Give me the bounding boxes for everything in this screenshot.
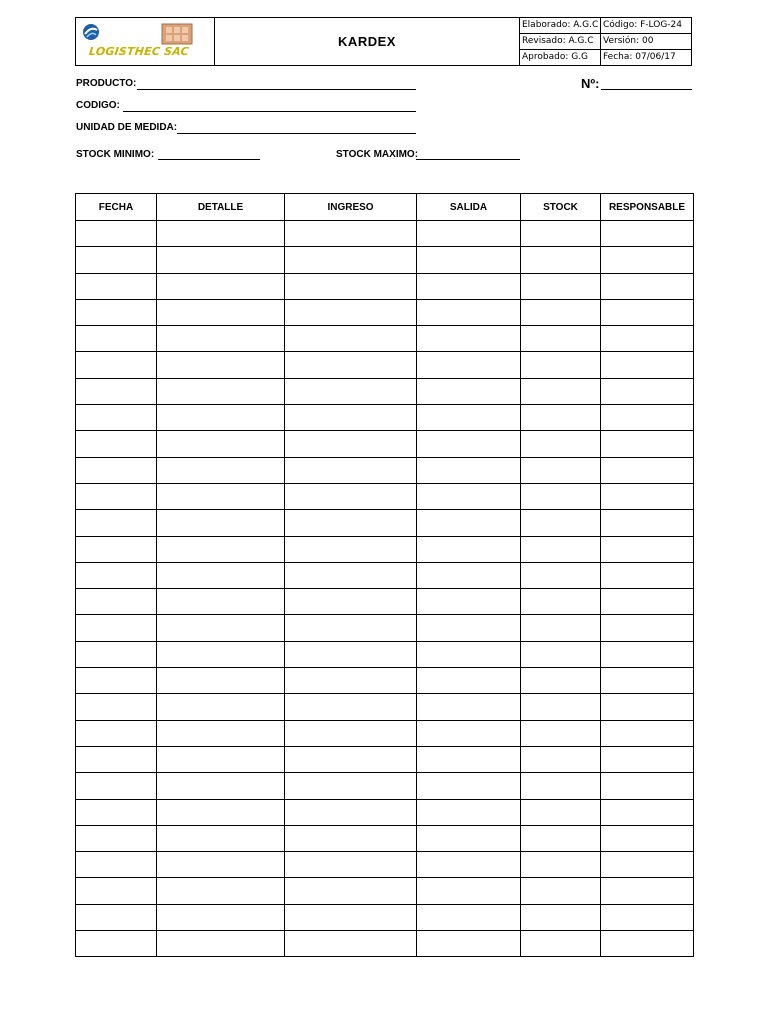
cell-responsable[interactable] [601, 878, 694, 904]
table-row [76, 352, 694, 378]
cell-salida[interactable] [417, 799, 521, 825]
cell-salida[interactable] [417, 510, 521, 536]
cell-salida[interactable] [417, 720, 521, 746]
cell-fecha[interactable] [76, 536, 157, 562]
cell-salida[interactable] [417, 378, 521, 404]
cell-fecha[interactable] [76, 483, 157, 509]
table-row [76, 694, 694, 720]
cell-fecha[interactable] [76, 299, 157, 325]
cell-fecha[interactable] [76, 589, 157, 615]
cell-responsable[interactable] [601, 299, 694, 325]
cell-responsable[interactable] [601, 720, 694, 746]
cell-responsable[interactable] [601, 221, 694, 247]
table-row [76, 378, 694, 404]
cell-salida[interactable] [417, 668, 521, 694]
cell-detalle[interactable] [157, 878, 285, 904]
cell-fecha[interactable] [76, 221, 157, 247]
numero-label: Nº: [581, 76, 600, 91]
column-header-fecha: FECHA [76, 194, 157, 221]
cell-ingreso[interactable] [285, 694, 417, 720]
cell-stock[interactable] [521, 825, 601, 851]
cell-stock[interactable] [521, 405, 601, 431]
producto-input-line[interactable] [137, 89, 416, 90]
table-row [76, 615, 694, 641]
cell-fecha[interactable] [76, 405, 157, 431]
table-row [76, 326, 694, 352]
cell-stock[interactable] [521, 904, 601, 930]
logo-cell [76, 18, 215, 65]
cell-ingreso[interactable] [285, 825, 417, 851]
cell-stock[interactable] [521, 615, 601, 641]
cell-responsable[interactable] [601, 641, 694, 667]
table-row [76, 457, 694, 483]
codigo-text: Código: F-LOG-24 [601, 18, 691, 34]
table-row [76, 931, 694, 957]
table-row [76, 431, 694, 457]
cell-salida[interactable] [417, 615, 521, 641]
cell-ingreso[interactable] [285, 247, 417, 273]
cell-salida[interactable] [417, 852, 521, 878]
cell-responsable[interactable] [601, 247, 694, 273]
cell-detalle[interactable] [157, 799, 285, 825]
cell-stock[interactable] [521, 273, 601, 299]
cell-ingreso[interactable] [285, 536, 417, 562]
cell-ingreso[interactable] [285, 931, 417, 957]
cell-responsable[interactable] [601, 746, 694, 772]
table-row [76, 510, 694, 536]
cell-responsable[interactable] [601, 668, 694, 694]
cell-responsable[interactable] [601, 273, 694, 299]
table-body [76, 221, 694, 957]
cell-fecha[interactable] [76, 431, 157, 457]
cell-responsable[interactable] [601, 352, 694, 378]
cell-ingreso[interactable] [285, 221, 417, 247]
column-header-salida: SALIDA [417, 194, 521, 221]
kardex-table [75, 193, 694, 957]
cell-detalle[interactable] [157, 510, 285, 536]
cell-detalle[interactable] [157, 931, 285, 957]
cell-fecha[interactable] [76, 378, 157, 404]
cell-responsable[interactable] [601, 457, 694, 483]
stock-maximo-input-line[interactable] [416, 159, 520, 160]
cell-fecha[interactable] [76, 773, 157, 799]
revisado-text: Revisado: A.G.C [520, 34, 600, 50]
cell-fecha[interactable] [76, 326, 157, 352]
cell-stock[interactable] [521, 694, 601, 720]
cell-detalle[interactable] [157, 299, 285, 325]
cell-salida[interactable] [417, 247, 521, 273]
cell-ingreso[interactable] [285, 668, 417, 694]
cell-salida[interactable] [417, 773, 521, 799]
cell-ingreso[interactable] [285, 299, 417, 325]
cell-fecha[interactable] [76, 562, 157, 588]
cell-stock[interactable] [521, 562, 601, 588]
cell-fecha[interactable] [76, 720, 157, 746]
company-logo-icon [82, 22, 212, 46]
column-header-ingreso: INGRESO [285, 194, 417, 221]
cell-detalle[interactable] [157, 825, 285, 851]
cell-detalle[interactable] [157, 247, 285, 273]
cell-stock[interactable] [521, 352, 601, 378]
cell-detalle[interactable] [157, 694, 285, 720]
cell-detalle[interactable] [157, 431, 285, 457]
stock-maximo-label: STOCK MAXIMO: [336, 149, 419, 160]
cell-responsable[interactable] [601, 510, 694, 536]
table-header-row [76, 194, 694, 221]
cell-responsable[interactable] [601, 405, 694, 431]
cell-salida[interactable] [417, 352, 521, 378]
cell-salida[interactable] [417, 562, 521, 588]
cell-stock[interactable] [521, 457, 601, 483]
cell-ingreso[interactable] [285, 615, 417, 641]
cell-stock[interactable] [521, 878, 601, 904]
cell-fecha[interactable] [76, 641, 157, 667]
cell-responsable[interactable] [601, 562, 694, 588]
cell-ingreso[interactable] [285, 326, 417, 352]
cell-responsable[interactable] [601, 326, 694, 352]
cell-responsable[interactable] [601, 852, 694, 878]
cell-responsable[interactable] [601, 431, 694, 457]
cell-detalle[interactable] [157, 378, 285, 404]
codigo-input-line[interactable] [123, 111, 416, 112]
stock-minimo-input-line[interactable] [158, 159, 260, 160]
table-row [76, 562, 694, 588]
cell-detalle[interactable] [157, 352, 285, 378]
table-row [76, 483, 694, 509]
table-row [76, 221, 694, 247]
table-row [76, 273, 694, 299]
cell-detalle[interactable] [157, 457, 285, 483]
column-header-stock: STOCK [521, 194, 601, 221]
cell-salida[interactable] [417, 641, 521, 667]
cell-ingreso[interactable] [285, 746, 417, 772]
cell-fecha[interactable] [76, 668, 157, 694]
document-header [75, 17, 692, 66]
cell-stock[interactable] [521, 299, 601, 325]
cell-stock[interactable] [521, 431, 601, 457]
cell-responsable[interactable] [601, 483, 694, 509]
cell-salida[interactable] [417, 536, 521, 562]
cell-detalle[interactable] [157, 405, 285, 431]
cell-stock[interactable] [521, 483, 601, 509]
cell-salida[interactable] [417, 431, 521, 457]
cell-stock[interactable] [521, 510, 601, 536]
unidad-medida-input-line[interactable] [177, 133, 416, 134]
table-row [76, 405, 694, 431]
cell-fecha[interactable] [76, 694, 157, 720]
aprobado-text: Aprobado: G.G [522, 52, 589, 62]
cell-ingreso[interactable] [285, 904, 417, 930]
table-row [76, 641, 694, 667]
cell-detalle[interactable] [157, 536, 285, 562]
cell-ingreso[interactable] [285, 562, 417, 588]
cell-detalle[interactable] [157, 589, 285, 615]
cell-salida[interactable] [417, 746, 521, 772]
cell-ingreso[interactable] [285, 641, 417, 667]
cell-stock[interactable] [521, 641, 601, 667]
cell-stock[interactable] [521, 221, 601, 247]
cell-responsable[interactable] [601, 904, 694, 930]
cell-detalle[interactable] [157, 221, 285, 247]
cell-ingreso[interactable] [285, 510, 417, 536]
cell-fecha[interactable] [76, 615, 157, 641]
cell-stock[interactable] [521, 326, 601, 352]
cell-stock[interactable] [521, 536, 601, 562]
cell-ingreso[interactable] [285, 720, 417, 746]
table-row [76, 668, 694, 694]
table-row [76, 589, 694, 615]
cell-detalle[interactable] [157, 326, 285, 352]
cell-fecha[interactable] [76, 825, 157, 851]
document-title: KARDEX [215, 18, 520, 65]
approval-column [520, 18, 601, 65]
codigo-label: CODIGO: [76, 100, 120, 111]
table-row [76, 825, 694, 851]
cell-responsable[interactable] [601, 799, 694, 825]
cell-stock[interactable] [521, 931, 601, 957]
table-row [76, 746, 694, 772]
cell-ingreso[interactable] [285, 431, 417, 457]
cell-salida[interactable] [417, 273, 521, 299]
cell-salida[interactable] [417, 405, 521, 431]
cell-detalle[interactable] [157, 746, 285, 772]
cell-salida[interactable] [417, 299, 521, 325]
document-info-column [601, 18, 691, 65]
cell-fecha[interactable] [76, 852, 157, 878]
cell-ingreso[interactable] [285, 273, 417, 299]
table-row [76, 852, 694, 878]
cell-detalle[interactable] [157, 852, 285, 878]
company-name: LOGISTHEC SAC [88, 45, 190, 58]
cell-salida[interactable] [417, 457, 521, 483]
cell-ingreso[interactable] [285, 773, 417, 799]
table-row [76, 247, 694, 273]
stock-minimo-label: STOCK MINIMO: [76, 149, 155, 160]
cell-stock[interactable] [521, 799, 601, 825]
cell-stock[interactable] [521, 668, 601, 694]
table-row [76, 299, 694, 325]
cell-salida[interactable] [417, 483, 521, 509]
cell-responsable[interactable] [601, 589, 694, 615]
cell-stock[interactable] [521, 247, 601, 273]
cell-ingreso[interactable] [285, 852, 417, 878]
cell-responsable[interactable] [601, 825, 694, 851]
unidad-medida-label: UNIDAD DE MEDIDA: [76, 122, 178, 133]
cell-salida[interactable] [417, 589, 521, 615]
cell-fecha[interactable] [76, 878, 157, 904]
cell-detalle[interactable] [157, 483, 285, 509]
cell-detalle[interactable] [157, 720, 285, 746]
cell-stock[interactable] [521, 852, 601, 878]
cell-detalle[interactable] [157, 615, 285, 641]
cell-salida[interactable] [417, 904, 521, 930]
producto-label: PRODUCTO: [76, 78, 137, 89]
cell-fecha[interactable] [76, 273, 157, 299]
cell-salida[interactable] [417, 694, 521, 720]
table-row [76, 878, 694, 904]
cell-stock[interactable] [521, 773, 601, 799]
cell-fecha[interactable] [76, 510, 157, 536]
version-text: Versión: 00 [601, 34, 691, 50]
cell-fecha[interactable] [76, 247, 157, 273]
cell-responsable[interactable] [601, 773, 694, 799]
cell-stock[interactable] [521, 746, 601, 772]
cell-salida[interactable] [417, 326, 521, 352]
cell-detalle[interactable] [157, 904, 285, 930]
cell-salida[interactable] [417, 878, 521, 904]
cell-responsable[interactable] [601, 378, 694, 404]
cell-detalle[interactable] [157, 562, 285, 588]
cell-ingreso[interactable] [285, 878, 417, 904]
column-header-detalle: DETALLE [157, 194, 285, 221]
cell-stock[interactable] [521, 720, 601, 746]
cell-ingreso[interactable] [285, 483, 417, 509]
elaborado-text: Elaborado: A.G.C [520, 18, 600, 34]
cell-salida[interactable] [417, 931, 521, 957]
cell-detalle[interactable] [157, 273, 285, 299]
table-row [76, 536, 694, 562]
cell-fecha[interactable] [76, 352, 157, 378]
cell-responsable[interactable] [601, 931, 694, 957]
cell-detalle[interactable] [157, 641, 285, 667]
cell-detalle[interactable] [157, 668, 285, 694]
cell-salida[interactable] [417, 221, 521, 247]
cell-responsable[interactable] [601, 536, 694, 562]
cell-ingreso[interactable] [285, 799, 417, 825]
cell-responsable[interactable] [601, 615, 694, 641]
column-header-responsable: RESPONSABLE [601, 194, 694, 221]
cell-fecha[interactable] [76, 799, 157, 825]
cell-ingreso[interactable] [285, 352, 417, 378]
cell-responsable[interactable] [601, 694, 694, 720]
cell-stock[interactable] [521, 589, 601, 615]
cell-detalle[interactable] [157, 773, 285, 799]
table-row [76, 904, 694, 930]
table-row [76, 720, 694, 746]
cell-stock[interactable] [521, 378, 601, 404]
fecha-text: Fecha: 07/06/17 [603, 52, 676, 62]
cell-ingreso[interactable] [285, 589, 417, 615]
table-row [76, 799, 694, 825]
cell-ingreso[interactable] [285, 405, 417, 431]
cell-ingreso[interactable] [285, 378, 417, 404]
numero-input-line[interactable] [601, 89, 692, 90]
table-row [76, 773, 694, 799]
cell-fecha[interactable] [76, 457, 157, 483]
cell-fecha[interactable] [76, 904, 157, 930]
cell-fecha[interactable] [76, 746, 157, 772]
cell-fecha[interactable] [76, 931, 157, 957]
cell-salida[interactable] [417, 825, 521, 851]
cell-ingreso[interactable] [285, 457, 417, 483]
